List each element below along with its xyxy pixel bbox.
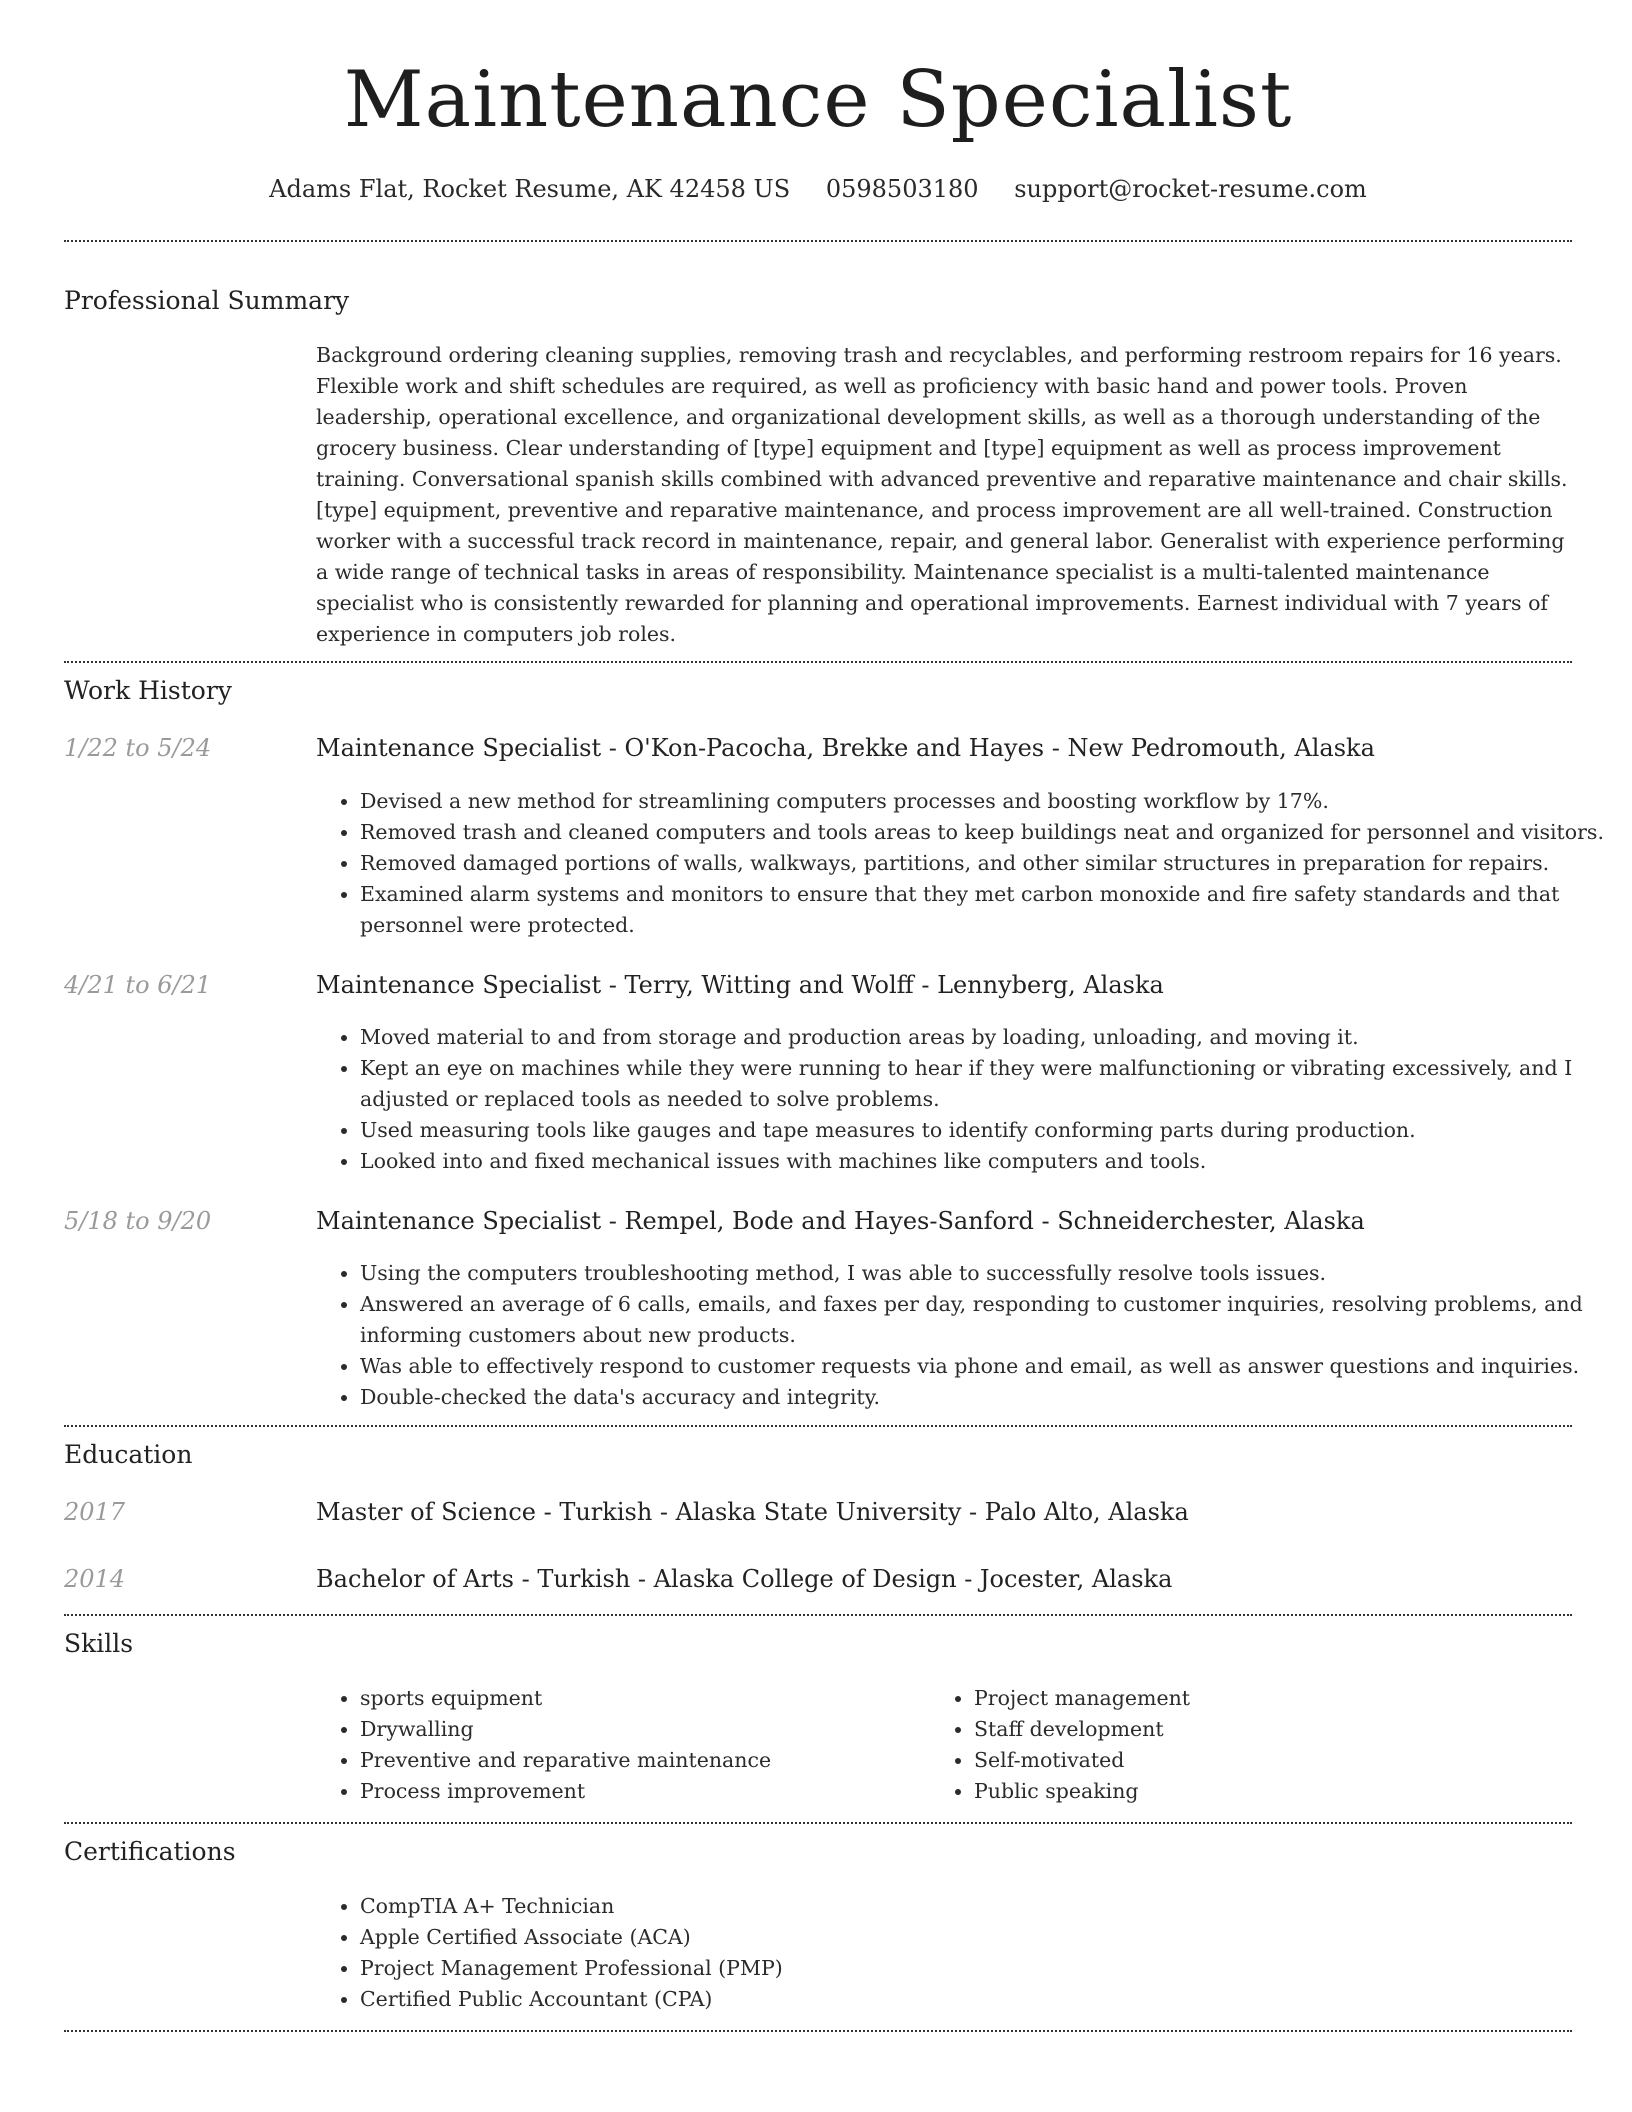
job-dates: 5/18 to 9/20 [64,1207,212,1235]
job-bullet: • Used measuring tools like gauges and tape measures to identify conforming parts during production. [360,1115,1616,1146]
job-dates: 1/22 to 5/24 [64,734,212,762]
skill-item: • sports equipment [360,1683,920,1714]
section-title-education: Education [64,1440,193,1469]
divider [64,240,1572,242]
skill-item: • Staff development [974,1714,1534,1745]
contact-phone: 0598503180 [825,175,979,203]
contact-address: Adams Flat, Rocket Resume, AK 42458 US [269,175,791,203]
certification-item: • CompTIA A+ Technician [360,1891,1616,1922]
certification-item: • Project Management Professional (PMP) [360,1953,1616,1984]
skill-item: • Self-motivated [974,1745,1534,1776]
skill-item: • Project management [974,1683,1534,1714]
job-bullet: • Moved material to and from storage and production areas by loading, unloading, and moving it. [360,1022,1616,1053]
job-bullet: • Looked into and fixed mechanical issues with machines like computers and tools. [360,1146,1616,1177]
contact-email: support@rocket-resume.com [1014,175,1367,203]
job-bullet: • Devised a new method for streamlining computers processes and boosting workflow by 17%. [360,786,1616,817]
job-heading: Maintenance Specialist - O'Kon-Pacocha, Brekke and Hayes - New Pedromouth, Alaska [316,734,1375,762]
job-dates: 4/21 to 6/21 [64,971,212,999]
certification-item: • Certified Public Accountant (CPA) [360,1984,1616,2015]
skill-item: • Preventive and reparative maintenance [360,1745,920,1776]
job-bullet: • Double-checked the data's accuracy and integrity. [360,1382,1616,1413]
certifications-list [316,1891,1616,2015]
summary-block [316,340,1572,650]
divider [64,1614,1572,1616]
job-bullets [316,1258,1616,1413]
skills-list-left [316,1683,920,1807]
education-heading: Bachelor of Arts - Turkish - Alaska College of Design - Jocester, Alaska [316,1565,1173,1593]
job-bullet: • Using the computers troubleshooting method, I was able to successfully resolve tools issues. [360,1258,1616,1289]
education-year: 2017 [64,1498,126,1526]
job-bullet: • Answered an average of 6 calls, emails, and faxes per day, responding to customer inquiries, resolving problems, and informing customers about new products. [360,1289,1616,1351]
skill-item: • Process improvement [360,1776,920,1807]
resume-name: Maintenance Specialist [343,55,1293,145]
section-title-work: Work History [64,676,232,705]
divider [64,2030,1572,2032]
job-heading: Maintenance Specialist - Rempel, Bode and Hayes-Sanford - Schneiderchester, Alaska [316,1207,1365,1235]
divider [64,1425,1572,1427]
job-bullets [316,786,1616,941]
divider [64,1822,1572,1824]
education-year: 2014 [64,1565,126,1593]
skill-item: • Public speaking [974,1776,1534,1807]
certification-item: • Apple Certified Associate (ACA) [360,1922,1616,1953]
section-title-skills: Skills [64,1629,134,1658]
divider [64,661,1572,663]
summary-text: Background ordering cleaning supplies, removing trash and recyclables, and performing restroom repairs for 16 years. Flexible work and shift schedules are required, as well as proficiency with basic hand and power tools. Proven leadership, operational excellence, and organizational development skills, as well as a thorough understanding of the grocery business. Clear understanding of [type] equipment and [type] equipment as well as process improvement training. Conversational spanish skills combined with advanced preventive and reparative maintenance and chair skills. [type] equipment, preventive and reparative maintenance, and process improvement are all well-trained. Construction worker with a successful track record in maintenance, repair, and general labor. Generalist with experience performing a wide range of technical tasks in areas of responsibility. Maintenance specialist is a multi-talented maintenance specialist who is consistently rewarded for planning and operational improvements. Earnest individual with 7 years of experience in computers job roles. [316,343,1568,646]
contact-line [64,172,1572,206]
job-bullet: • Was able to effectively respond to customer requests via phone and email, as well as answer questions and inquiries. [360,1351,1616,1382]
skill-item: • Drywalling [360,1714,920,1745]
job-bullet: • Removed trash and cleaned computers and tools areas to keep buildings neat and organized for personnel and visitors. [360,817,1616,848]
section-title-certifications: Certifications [64,1837,236,1866]
job-bullet: • Kept an eye on machines while they were running to hear if they were malfunctioning or vibrating excessively, and I adjusted or replaced tools as needed to solve problems. [360,1053,1616,1115]
job-bullet: • Removed damaged portions of walls, walkways, partitions, and other similar structures in preparation for repairs. [360,848,1616,879]
skills-list-right [930,1683,1534,1807]
education-heading: Master of Science - Turkish - Alaska State University - Palo Alto, Alaska [316,1498,1189,1526]
section-title-summary: Professional Summary [64,286,350,315]
job-bullets [316,1022,1616,1177]
job-heading: Maintenance Specialist - Terry, Witting and Wolff - Lennyberg, Alaska [316,971,1164,999]
job-bullet: • Examined alarm systems and monitors to ensure that they met carbon monoxide and fire safety standards and that personnel were protected. [360,879,1616,941]
